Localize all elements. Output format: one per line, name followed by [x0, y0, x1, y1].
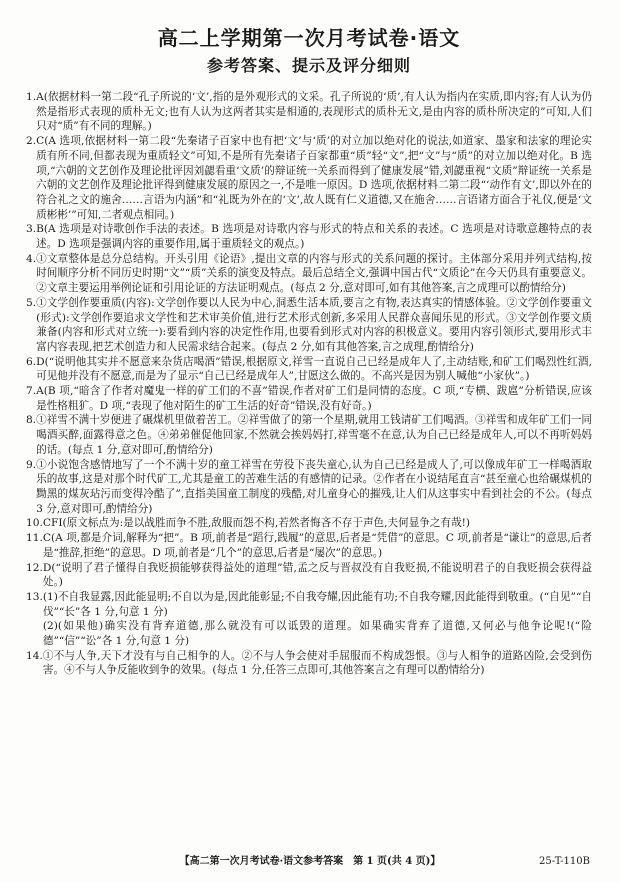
footer-page-info: 【高二第一次月考试卷·语文参考答案 第 1 页(共 4 页)】: [179, 856, 441, 867]
footer-paper-code: 25-T-110B: [539, 856, 590, 867]
answer-number: 12.: [26, 561, 43, 574]
answer-subitem: (2)(如果他)确实没有背弃道德,那么就没有可以诋毁的道理。如果确实背弃了道德,又何必与他争论呢!(“险德”“信”“讼”各 1 分,句意 1 分): [42, 620, 592, 648]
answer-subitem: (1)不自我显露,因此能显明;不自以为是,因此能彰显;不自我夸耀,因此能有功;不自我夸耀,因此能得到敬重。(“自见”“自伐”“长”各 1 分,句意 1 分): [42, 590, 592, 618]
answer-number: 13.: [26, 590, 43, 603]
answer-text: D(“说明他其实并不愿意来杂货店喝酒”错误,根据原文,祥雪一直说自己已经是成年人了,主动结账,和矿工们喝烈性红酒,可见他并没有不愿意,而是为了显示“自己已经是成年人”,甘愿这么做的。不高兴是因为别人喊他“小家伙”。): [36, 355, 592, 383]
answer-item: [26, 531, 592, 560]
page-footer: [0, 855, 620, 869]
answer-number: 11.: [26, 532, 43, 545]
answer-number: 10.: [26, 517, 43, 530]
answer-number: 2.: [26, 135, 37, 148]
answer-text: ①文章整体是总分总结构。开头引用《论语》,提出文章的内容与形式的关系问题的探讨。主体部分采用并列式结构,按时间顺序分析不同历史时期“文”“质”关系的演变及特点。最后总结全文,强调中国古代“文质论”在今天仍具有重要意义。②文章主要运用举例论证和引用论证的方法证明观点。(每点 2 分,意对即可,如有其他答案,言之成理可以酌情给分): [36, 252, 592, 295]
answer-text: [43, 590, 592, 649]
answer-item: [26, 413, 592, 457]
answer-item: [26, 649, 592, 678]
answer-text: ①文学创作要重质(内容):文学创作要以人民为中心,洞悉生活本质,要言之有物,表达真实的情感体验。②文学创作要重文(形式):文学创作要追求文学性和艺术审美价值,进行艺术形式创新,多采用人民群众喜闻乐见的形式。③文学创作要文质兼备(内容和形式对立统一):要看到内容的决定性作用,也要看到形式对内容的积极意义。要用内容引领形式,要用形式丰富内容表现,把艺术创造力和人民需求结合起来。(每点 2 分,如有其他答案,言之成理,酌情给分): [36, 296, 592, 353]
answer-text: CFI(原文标点为:是以战胜而争不胜,敌服而怨不构,若然者悔吝不存于声色,夫何显争之有哉!): [42, 517, 471, 530]
answer-item: [26, 90, 592, 134]
answer-item: [26, 222, 592, 251]
answer-number: 6.: [26, 355, 37, 368]
answer-text: C(A 选项,依据材料一第二段“先秦诸子百家中也有把‘文’与‘质’的对立加以绝对化的说法,如道家、墨家和法家的理论实质有所不同,但都表现为重质轻文”可知,不是所有先秦诸子百家都重“质”轻“文”,把“文”与“质”的对立加以绝对化。B 选项,“六朝的文艺创作及理论批评因刘勰看重‘文质’的辩证统一关系而得到了健康发展”错,刘勰重视“文质”辩证统一关系是六朝的文艺创作及理论批评得到健康发展的原因之一,不是唯一原因。D 选项,依据材料二第二段“‘动作有文’,即以外在的符合礼之文的施舍……言语为内涵”和“礼既为外在的‘文’,故人既有仁义道德,又在施舍……言语诸方面合于礼仪,便是‘文质彬彬’”可知,二者观点相同。): [36, 135, 592, 221]
answer-text: D(“说明了君子懂得自我贬损能够获得益处的道理”错,孟之反与晋叔没有自我贬损,不能说明君子的自我贬损会获得益处。): [42, 561, 592, 589]
answer-text: ①小说饱含感情地写了一个不满十岁的童工祥雪在劳役下丧失童心,认为自己已经是成人了,可以像成年矿工一样喝酒取乐的故事,这是对那个时代矿工,尤其是童工的苦难生活的有感情的记录。②作者在小说结尾直言“甚至童心也给碾煤机的黝黑的煤灰玷污而变得冷酷了”,直指美国童工制度的残酷,对儿童身心的摧残,让人们从这事实中看到社会的不公。(每点 3 分,意对即可,酌情给分): [36, 458, 592, 515]
answer-number: 14.: [26, 649, 43, 662]
answer-text: ①不与人争,天下才没有与自己相争的人。②不与人争会使对手屈服而不构成怨恨。③与人相争的道路凶险,会受到伤害。④不与人争反能收到争的效果。(每点 1 分,任答三点即可,其他答案言之有理可以酌情给分): [42, 649, 592, 677]
answer-number: 5.: [26, 296, 37, 309]
page-title: 高二上学期第一次月考试卷·语文: [157, 26, 461, 50]
answer-text: B(A 选项是对诗歌创作手法的表述。B 选项是对诗歌内容与形式的特点和关系的表述。C 选项是对诗歌意趣特点的表述。D 选项是强调内容的重要作用,属于重质轻文的观点。): [36, 223, 592, 251]
answer-item: [26, 458, 592, 517]
answer-number: 4.: [26, 252, 37, 265]
answer-number: 3.: [26, 223, 37, 236]
answer-item: [26, 252, 592, 296]
answer-number: 9.: [26, 458, 37, 471]
answer-number: 7.: [26, 385, 37, 398]
answer-list: [26, 90, 592, 678]
answer-item: [26, 134, 592, 222]
answer-item: [26, 590, 592, 649]
answer-item: [26, 384, 592, 413]
answer-text: A(依据材料一第二段“孔子所说的‘文’,指的是外观形式的文采。孔子所说的‘质’,有人认为指内在实质,即内容;有人认为仍然是指形式表现的质朴无文;也有人认为这两者其实是相通的,表现形式的质朴无文,是由内容的质朴所决定的”可知,人们只对“质”有不同的理解。): [36, 91, 592, 133]
answer-number: 1.: [26, 91, 37, 103]
answer-item: [26, 516, 592, 531]
answer-text: A(B 项,“暗含了作者对魔鬼一样的矿工们的不喜”错误,作者对矿工们是同情的态度。C 项,“专横、跋扈”分析错误,应该是性格粗犷。D 项,“表现了他对陌生的矿工生活的好奇”错误,没有好奇。): [36, 385, 592, 412]
answer-number: 8.: [26, 414, 37, 427]
page-subtitle: 参考答案、提示及评分细则: [206, 56, 411, 75]
answer-item: [26, 296, 592, 355]
answer-item: [26, 355, 592, 384]
answer-text: ①祥雪不满十岁便进了碾煤机里做着苦工。②祥雪做了的第一个星期,就用工钱请矿工们喝酒。③祥雪和成年矿工们一同喝酒买醉,面露得意之色。④弟弟催促他回家,不然就会挨妈妈打,祥雪毫不在意,认为自己已经是成年人,可以不再听妈妈的话。(每点 1 分,意对即可,酌情给分): [36, 414, 592, 456]
answer-text: C(A 项,都是介词,解释为“把”。B 项,前者是“蹈行,践履”的意思,后者是“凭借”的意思。C 项,前者是“谦让”的意思,后者是“推辞,拒绝”的意思。D 项,前者是“几个”的意思,后者是“屡次”的意思。): [42, 532, 592, 559]
answer-item: [26, 561, 592, 590]
